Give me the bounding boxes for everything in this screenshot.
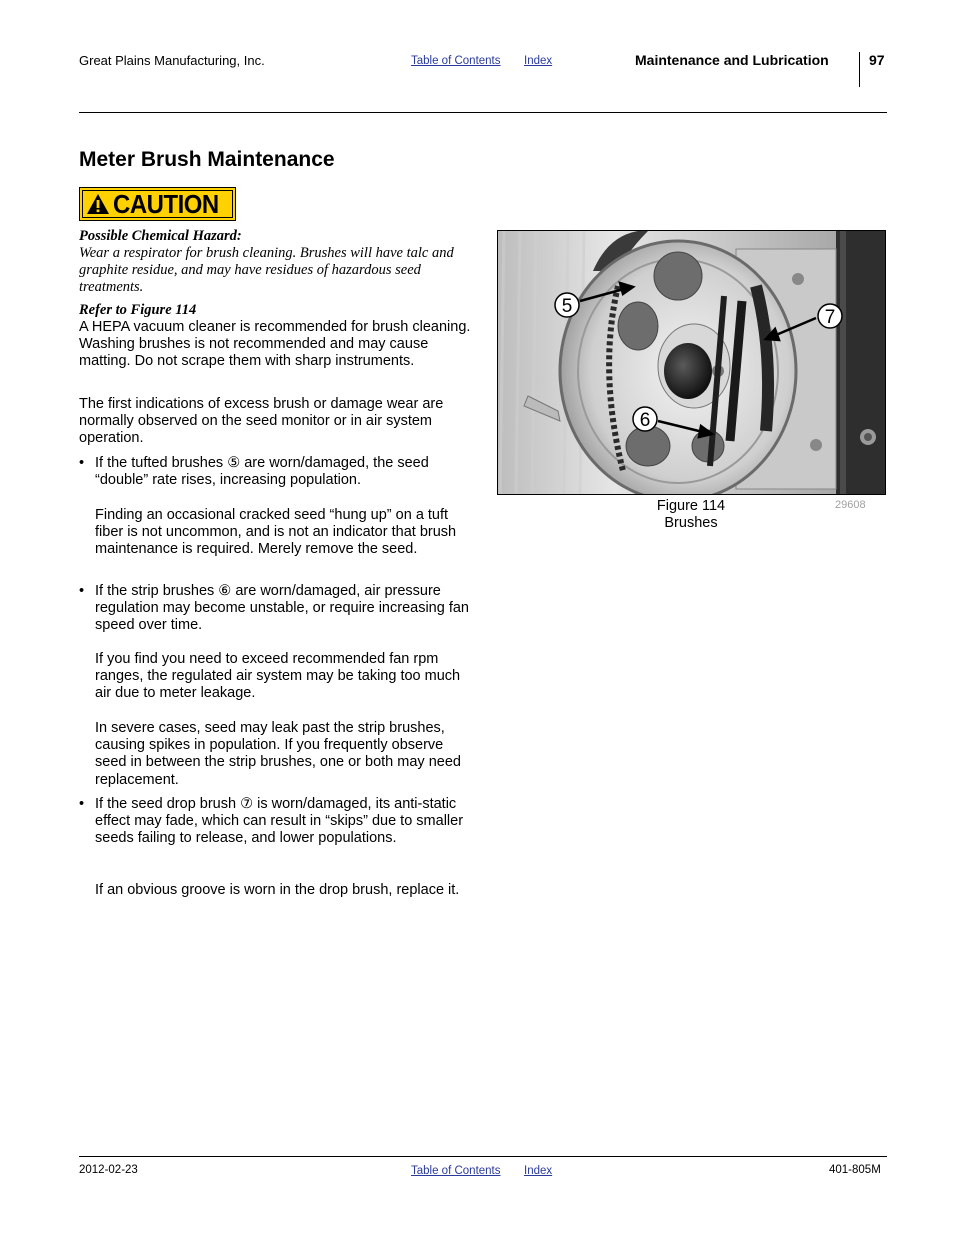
- bullet-marker: •: [79, 796, 85, 812]
- paragraph-first-indications: The first indications of excess brush or damage wear are normally observed on the seed monitor or in air system operation.: [79, 396, 444, 447]
- footer-toc-link[interactable]: Table of Contents: [411, 1165, 501, 1177]
- footer-index-link[interactable]: Index: [524, 1165, 553, 1177]
- header-company: Great Plains Manufacturing, Inc.: [79, 53, 265, 68]
- paragraph-hepa: A HEPA vacuum cleaner is recommended for brush cleaning. Washing brushes is not recommended and may cause matting. Do not scrape them with sharp instruments.: [79, 319, 471, 370]
- callout-7-label: 7: [824, 307, 836, 328]
- bullet-tufted-note: Finding an occasional cracked seed “hung up” on a tuft fiber is not uncommon, and is not an indicator that brush maintenance is required. Merely remove the seed.: [95, 507, 457, 558]
- warning-triangle-icon: [86, 193, 110, 215]
- figure-caption: [600, 498, 782, 532]
- bullet-strip-note-rpm: If you find you need to exceed recommended fan rpm ranges, the regulated air system may be taking too much air due to meter leakage.: [95, 651, 461, 702]
- header-section-title: Maintenance and Lubrication: [635, 52, 829, 68]
- refer-to-figure: Refer to Figure 114: [79, 302, 197, 318]
- callout-6-label: 6: [639, 410, 651, 431]
- page-title: Meter Brush Maintenance: [79, 148, 335, 171]
- bullet-strip-brushes: If the strip brushes ⑥ are worn/damaged, air pressure regulation may become unstable, or require increasing fan speed over time.: [95, 583, 469, 634]
- bullet-drop-brush: If the seed drop brush ⑦ is worn/damaged, its anti-static effect may fade, which can result in “skips” due to smaller seeds failing to release, and lower populations.: [95, 796, 464, 847]
- bullet-strip-note-severe: In severe cases, seed may leak past the strip brushes, causing spikes in population. If you frequently observe seed in between the strip brushes, one or both may need replacement.: [95, 720, 461, 788]
- bullet-drop-note: If an obvious groove is worn in the drop brush, replace it.: [95, 882, 460, 898]
- header-divider: [859, 52, 860, 87]
- page-number: 97: [869, 52, 885, 68]
- header-toc-link[interactable]: Table of Contents: [411, 55, 501, 67]
- caution-word: CAUTION: [113, 189, 219, 219]
- bullet-marker: •: [79, 583, 85, 599]
- figure-number: Figure 114: [656, 498, 726, 514]
- footer-date: 2012-02-23: [79, 1164, 138, 1176]
- header-rule: [79, 112, 887, 113]
- figure-photo-brushes: [497, 230, 886, 495]
- bullet-tufted-brushes: If the tufted brushes ⑤ are worn/damaged, the seed “double” rate rises, increasing population.: [95, 455, 429, 489]
- figure-image-id: 29608: [835, 499, 866, 511]
- figure-title: Brushes: [664, 515, 718, 531]
- hazard-text: Wear a respirator for brush cleaning. Brushes will have talc and graphite residue, and may have residues of hazardous seed treatments.: [79, 245, 454, 295]
- callout-5-label: 5: [561, 296, 573, 317]
- footer-doc-number: 401-805M: [829, 1164, 881, 1176]
- footer-rule: [79, 1156, 887, 1157]
- header-index-link[interactable]: Index: [524, 55, 553, 67]
- caution-label: [79, 187, 236, 221]
- meter-photo-illustration: [498, 231, 886, 495]
- bullet-marker: •: [79, 455, 85, 471]
- hazard-title: Possible Chemical Hazard:: [79, 228, 242, 244]
